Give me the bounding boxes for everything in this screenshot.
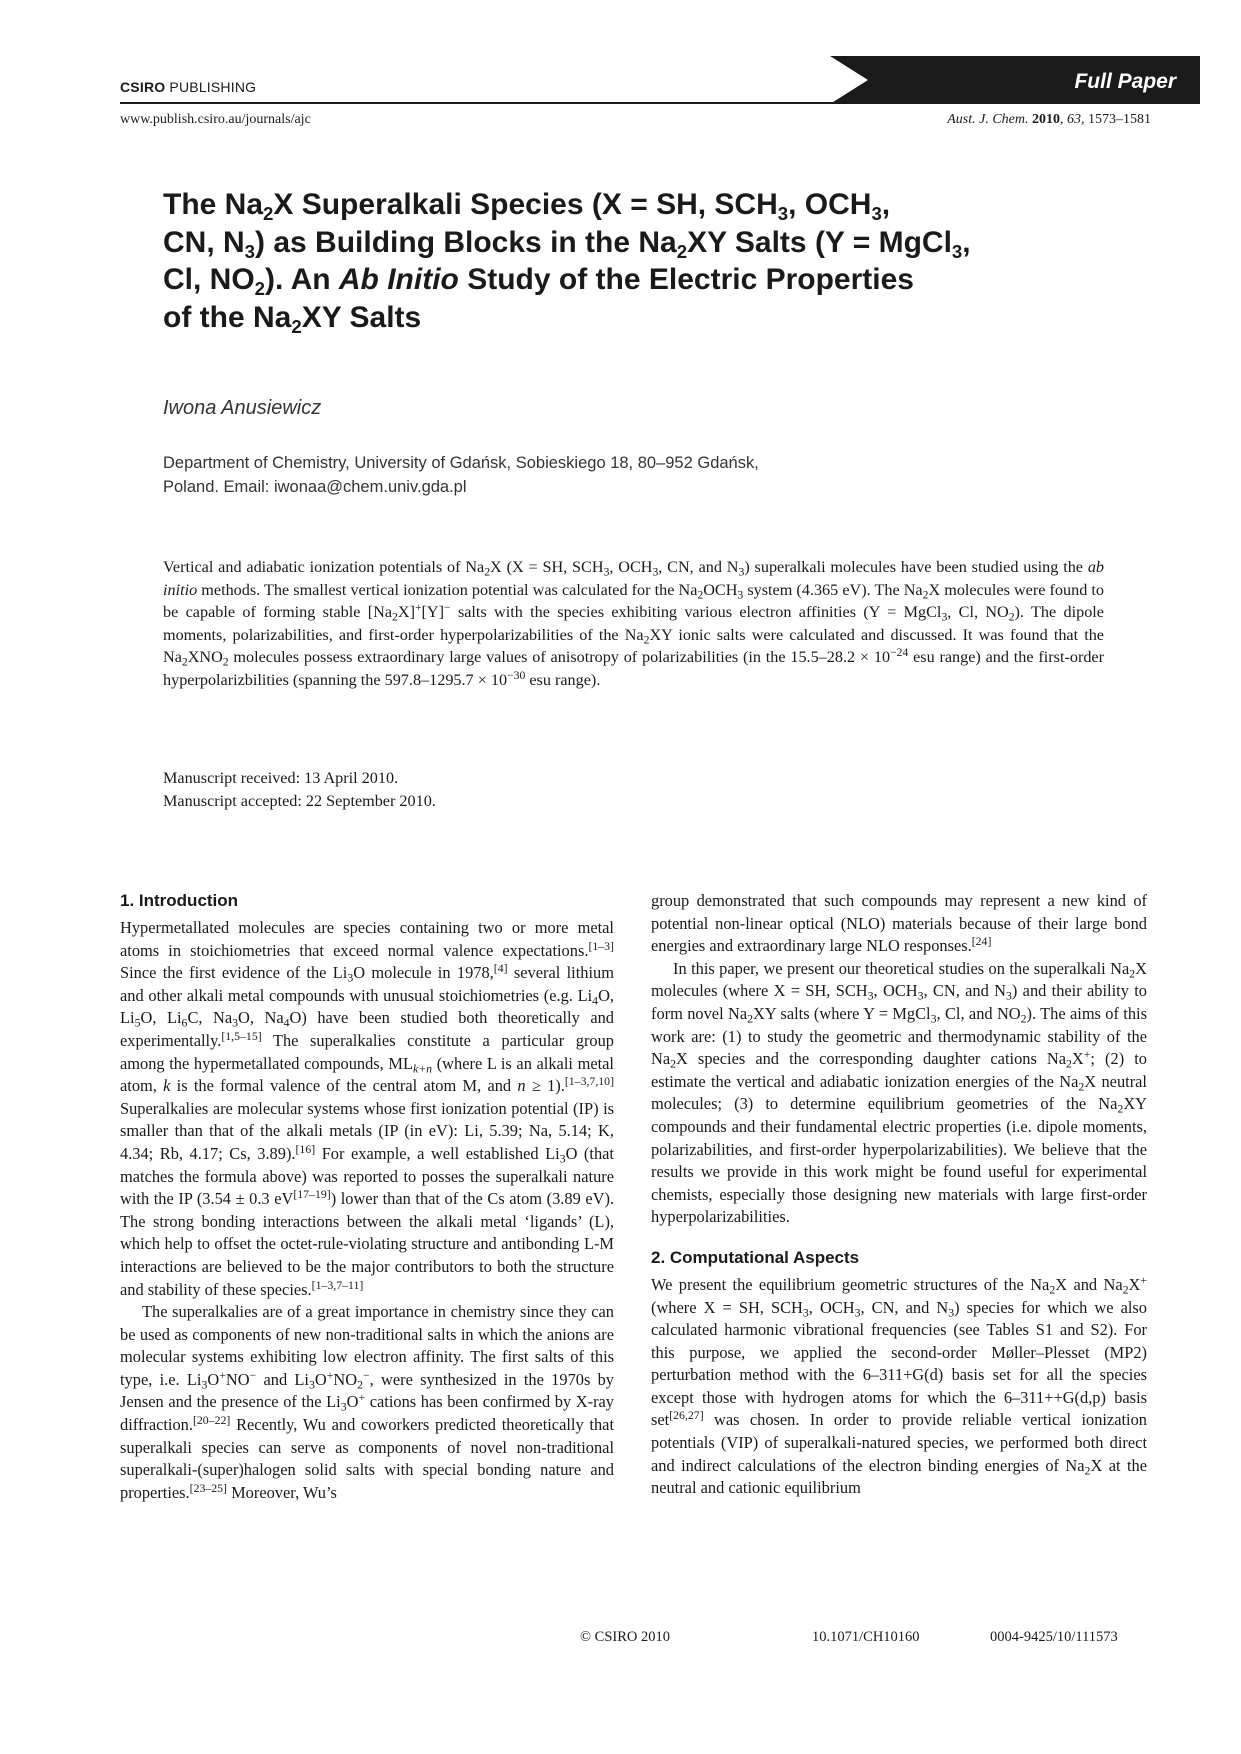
intro-paragraph-4: In this paper, we present our theoretical studies on the superalkali $Na_2X$ molecules (where X = SH, $SCH_3$, $OCH_3$, CN, and $N_3$) and their ability to form novel $Na_2XY$ salts (where Y = MgCl$_3$, Cl, and $NO_2$). The aims of this work are: (1) to study the geometric and thermodynamic stability of the $Na_2X$ species and the corresponding daughter cations $Na_2X^+$; (2) to estimate the vertical and adiabatic ionization energies of the $Na_2X$ neutral molecules; (3) to determine equilibrium geometries of the $Na_2XY$ compounds and their fundamental electric properties (i.e. dipole moments, polarizabilities, and first-order hyperpolarizabilities). We believe that the results we provide in this work might be found useful for experimental chemists, especially those designing new materials with large first-order hyperpolarizabilities. bbox=[651, 958, 1147, 1227]
manuscript-dates bbox=[163, 767, 436, 812]
author-affiliation: Department of Chemistry, University of Gdańsk, Sobieskiego 18, 80–952 Gdańsk, Poland. Email: iwonaa@chem.univ.gda.pl bbox=[163, 454, 759, 496]
intro-paragraph-3: group demonstrated that such compounds may represent a new kind of potential non-linear optical (NLO) materials because of their large bond energies and extraordinary large NLO responses.[24] bbox=[651, 891, 1147, 956]
section-heading-computational: 2. Computational Aspects bbox=[651, 1247, 860, 1267]
citation: Aust. J. Chem. 2010, 63, 1573–1581 bbox=[947, 112, 1151, 127]
computational-paragraph-1: We present the equilibrium geometric structures of the $Na_2X$ and $Na_2X^+$ (where X = SH, $SCH_3$, $OCH_3$, CN, and $N_3$) species for which we also calculated harmonic vibrational frequencies (see Tables S1 and S2). For this purpose, we applied the second-order Møller–Plesset (MP2) perturbation method with the 6–311+G(d) basis set for all the species except those with hydrogen atoms for which the 6–311++G(d,p) basis set[26,27] was chosen. In order to provide reliable vertical ionization potentials (VIP) of superalkali-natured species, we performed both direct and indirect calculations of the electron binding energies of $Na_2X$ at the neutral and cationic equilibrium bbox=[651, 1273, 1148, 1498]
journal-url[interactable]: www.publish.csiro.au/journals/ajc bbox=[120, 112, 311, 127]
received-date: Manuscript received: 13 April 2010. bbox=[163, 769, 399, 787]
section-heading-introduction: 1. Introduction bbox=[120, 891, 239, 910]
author-name: Iwona Anusiewicz bbox=[163, 397, 322, 419]
footer-doi[interactable]: 10.1071/CH10160 bbox=[812, 1629, 920, 1645]
body-column-right bbox=[651, 890, 1147, 1500]
header-rule bbox=[120, 102, 1200, 104]
footer-copyright: © CSIRO 2010 bbox=[580, 1629, 670, 1645]
intro-paragraph-1: Hypermetallated molecules are species containing two or more metal atoms in stoichiometries that exceed normal valence expectations.[1–3] Since the first evidence of the $Li_3O$ molecule in 1978,[4] several lithium and other alkali metal compounds with unusual stoichiometries (e.g. $Li_4O$, $Li_5O$, $Li_6C$, $Na_3O$, $Na_4O$) have been studied both theoretically and experimentally.[1,5–15] The superalkalies constitute a particular group among the hypermetallated compounds, $ML_{k+n}$ (where L is an alkali metal atom, k is the formal valence of the central atom M, and n ≥ 1).[1–3,7,10] Superalkalies are molecular systems whose first ionization potential (IP) is smaller than that of the alkali metals (IP (in eV): Li, 5.39; Na, 5.14; K, 4.34; Rb, 4.17; Cs, 3.89).[16] For example, a well established $Li_3O$ (that matches the formula above) was reported to posses the superalkali nature with the IP (3.54 ± 0.3 eV[17–19]) lower than that of the Cs atom (3.89 eV). The strong bonding interactions between the alkali metal ‘ligands’ (L), which help to offset the octet-rule-violating structure and antibonding L-M interactions are believed to be the major contributors to both the structure and stability of these species.[1–3,7–11] bbox=[120, 918, 615, 1299]
abstract: Vertical and adiabatic ionization potentials of $Na_2X$ (X = SH, $SCH_3$, $OCH_3$, CN, and $N_3$) superalkali molecules have been studied using the ab initio methods. The smallest vertical ionization potential was calculated for the $Na_2OCH_3$ system (4.365 eV). The $Na_2X$ molecules were found to be capable of forming stable $[Na_2X]^+[Y]^-$ salts with the species exhibiting various electron affinities (Y = MgCl$_3$, Cl, $NO_2$). The dipole moments, polarizabilities, and first-order hyperpolarizabilities of the $Na_2XY$ ionic salts were calculated and discussed. It was found that the $Na_2XNO_2$ molecules possess extraordinary large values of anisotropy of polarizabilities (in the $15.5-28.2 \times 10^{-24}$ esu range) and the first-order hyperpolarizbilities (spanning the $597.8-1295.7 \times 10^{-30}$ esu range). bbox=[163, 558, 1105, 689]
author-email: Poland. Email: iwonaa@chem.univ.gda.pl bbox=[163, 478, 467, 496]
publisher-name: CSIRO PUBLISHING bbox=[120, 79, 257, 95]
intro-paragraph-2: The superalkalies are of a great importance in chemistry since they can be used as components of new non-traditional salts in which the anions are molecular systems exhibiting low electron affinity. The first salts of this type, i.e. $Li_3O^+NO^-$ and $Li_3O^+NO_2^-$, were synthesized in the 1970s by Jensen and the presence of the $Li_3O^+$ cations has been confirmed by X-ray diffraction.[20–22] Recently, Wu and coworkers predicted theoretically that superalkali species can serve as components of novel non-traditional superalkali-(super)halogen solid salts with special bonding nature and properties.[23–25] Moreover, Wu’s bbox=[120, 1302, 614, 1502]
body-column-left bbox=[120, 890, 614, 1504]
article-title: The $Na_2X$ Superalkali Species (X = SH, $SCH_3$, $OCH_3$, CN, $N_3$) as Building Blocks in the $Na_2XY$ Salts (Y = MgCl$_3$, Cl, $NO_2$). An Ab Initio Study of the Electric Properties of the $Na_2XY$ Salts bbox=[163, 188, 971, 337]
footer-issn: 0004-9425/10/111573 bbox=[990, 1629, 1118, 1645]
accepted-date: Manuscript accepted: 22 September 2010. bbox=[163, 791, 436, 810]
paper-type-label: Full Paper bbox=[1074, 70, 1176, 93]
